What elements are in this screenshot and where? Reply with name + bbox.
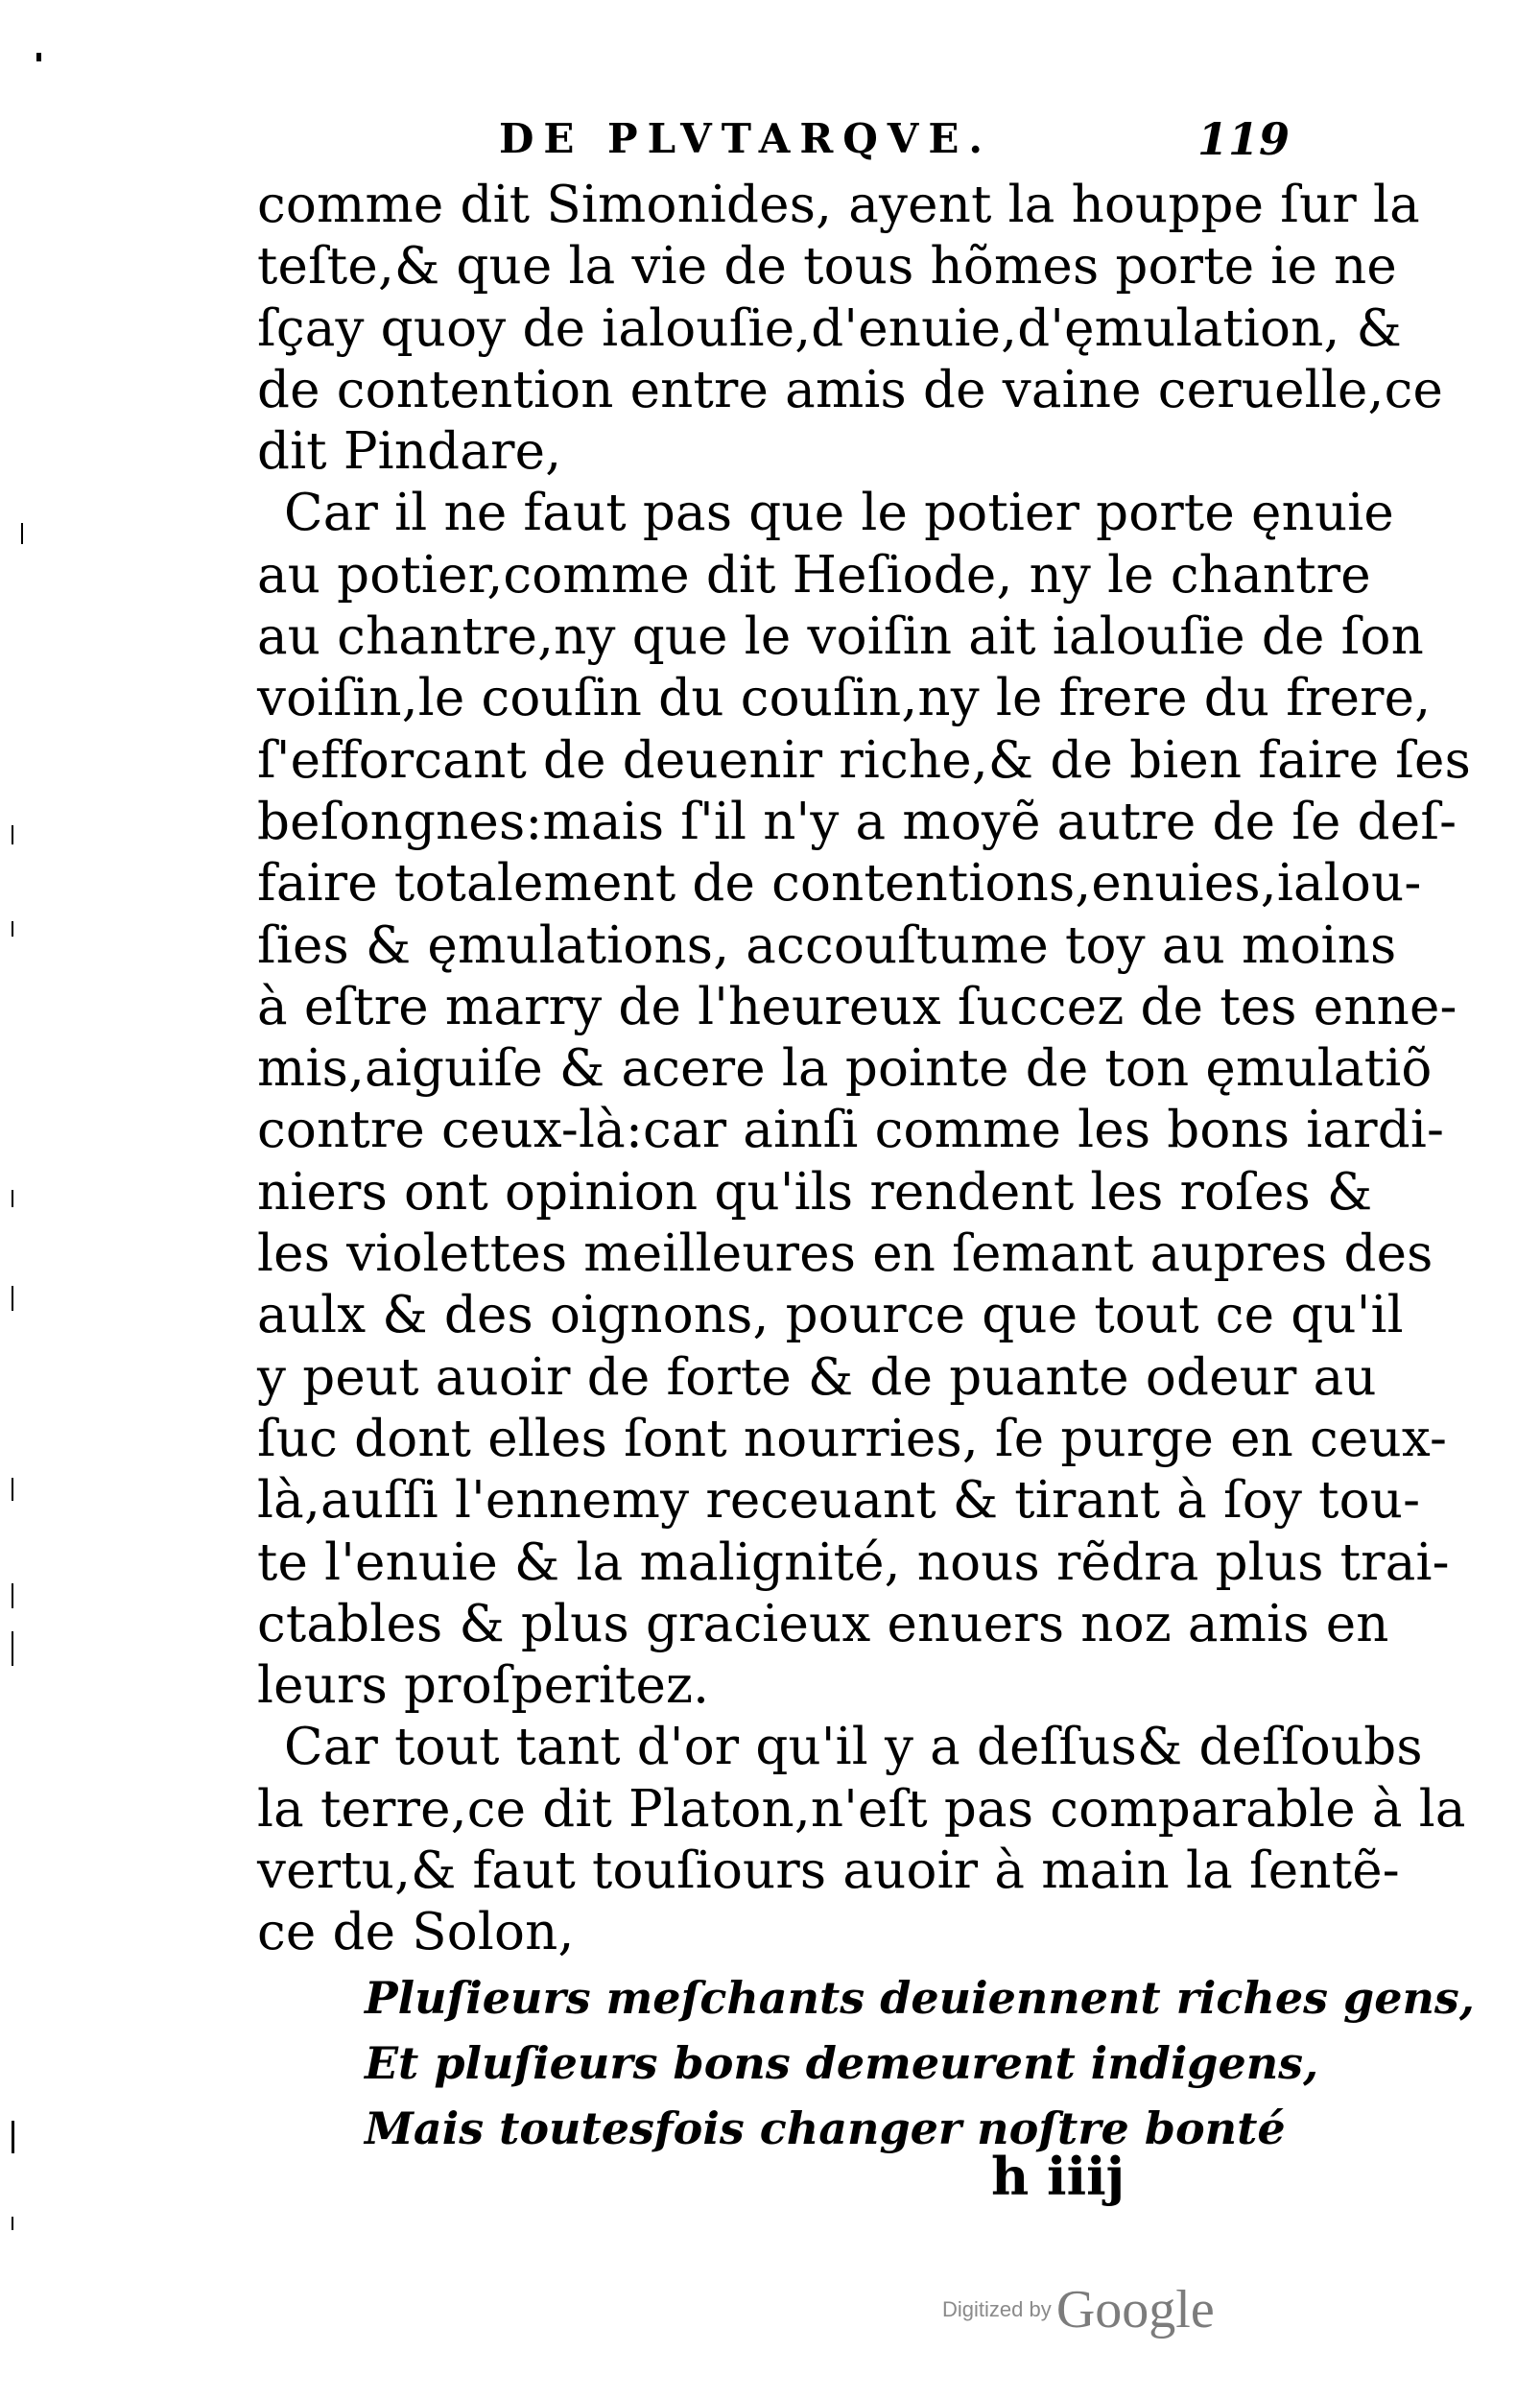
text-line: à eſtre marry de l'heureux ſuccez de tes enne- [257,977,1457,1036]
text-line: vertu,& faut touſiours auoir à main la ſentẽ- [257,1841,1400,1901]
signature-mark: h iiij [991,2146,1125,2207]
scan-speck [21,523,23,544]
text-line: au potier,comme dit Heſiode, ny le chantre [257,545,1371,605]
text-line: voiſin,le couſin du couſin,ny le frere du frere, [257,669,1432,728]
text-line: mis,aiguiſe & acere la pointe de ton ęmulatiõ [257,1039,1433,1099]
text-line: comme dit Simonides, ayent la houppe ſur la [257,176,1420,234]
text-line: leurs proſperitez. [257,1656,710,1716]
verse-line: Pluſieurs meſchants deuiennent riches gens, [365,1972,1475,2024]
verse-quotation [365,1965,1475,2161]
scan-speck [12,1583,13,1608]
scan-speck [12,1478,13,1501]
text-line: ce de Solon, [257,1903,575,1962]
digitized-by-watermark [942,2279,1215,2340]
scan-speck [12,1286,13,1311]
scan-speck [12,825,13,844]
text-line: ſuc dont elles ſont nourries, ſe purge en ceux- [257,1409,1448,1468]
scan-speck [12,1631,13,1666]
text-line: te l'enuie & la malignité, nous rẽdra plus trai- [257,1532,1450,1592]
text-line: niers ont opinion qu'ils rendent les roſes & [257,1162,1373,1222]
verse-line: Et pluſieurs bons demeurent indigens, [365,2037,1319,2089]
text-line: aulx & des oignons, pource que tout ce qu'il [257,1286,1404,1345]
text-line: la terre,ce dit Platon,n'eſt pas comparable à la [257,1779,1466,1839]
text-line: au chantre,ny que le voiſin ait ialouſie de ſon [257,607,1424,667]
text-line: ſ'efforcant de deuenir riche,& de bien faire ſes [257,730,1471,790]
text-line: beſongnes:mais ſ'il n'y a moyẽ autre de ſe deſ- [257,792,1457,851]
page-number: 119 [1197,113,1291,165]
scan-speck [12,921,13,937]
text-line: ctables & plus gracieux enuers noz amis en [257,1594,1389,1653]
watermark-prefix: Digitized by [942,2297,1052,2321]
scan-speck [12,2121,14,2153]
text-line: teſte,& que la vie de tous hõmes porte ie ne [257,237,1397,297]
scan-speck [12,1190,13,1207]
body-text [257,175,1471,1964]
text-line: de contention entre amis de vaine ceruelle,ce [257,360,1444,419]
text-line: là,auſſi l'ennemy receuant & tirant à ſoy tou- [257,1471,1421,1531]
text-line: Car tout tant d'or qu'il y a deſſus& deſſoubs [284,1718,1423,1777]
text-line: contre ceux-là:car ainſi comme les bons iardi- [257,1101,1445,1160]
margin-scan-specks [0,0,77,2399]
google-logo: Google [1055,2280,1215,2340]
text-line: y peut auoir de forte & de puante odeur au [257,1347,1377,1407]
text-line: les violettes meilleures en ſemant aupres des [257,1224,1433,1284]
scan-speck [12,2217,13,2230]
text-line: dit Pindare, [257,422,562,482]
text-line: faire totalement de contentions,enuies,ialou- [257,854,1422,914]
text-line: ſçay quoy de ialouſie,d'enuie,d'ęmulation, & [257,298,1402,358]
scan-speck [36,53,41,61]
text-line: ſies & ęmulations, accouſtume toy au moins [257,915,1397,975]
text-line: Car il ne faut pas que le potier porte ęnuie [284,484,1394,543]
verse-line: Mais toutesfois changer noſtre bonté [365,2102,1286,2154]
running-head: DE PLVTARQVE. [499,115,993,162]
